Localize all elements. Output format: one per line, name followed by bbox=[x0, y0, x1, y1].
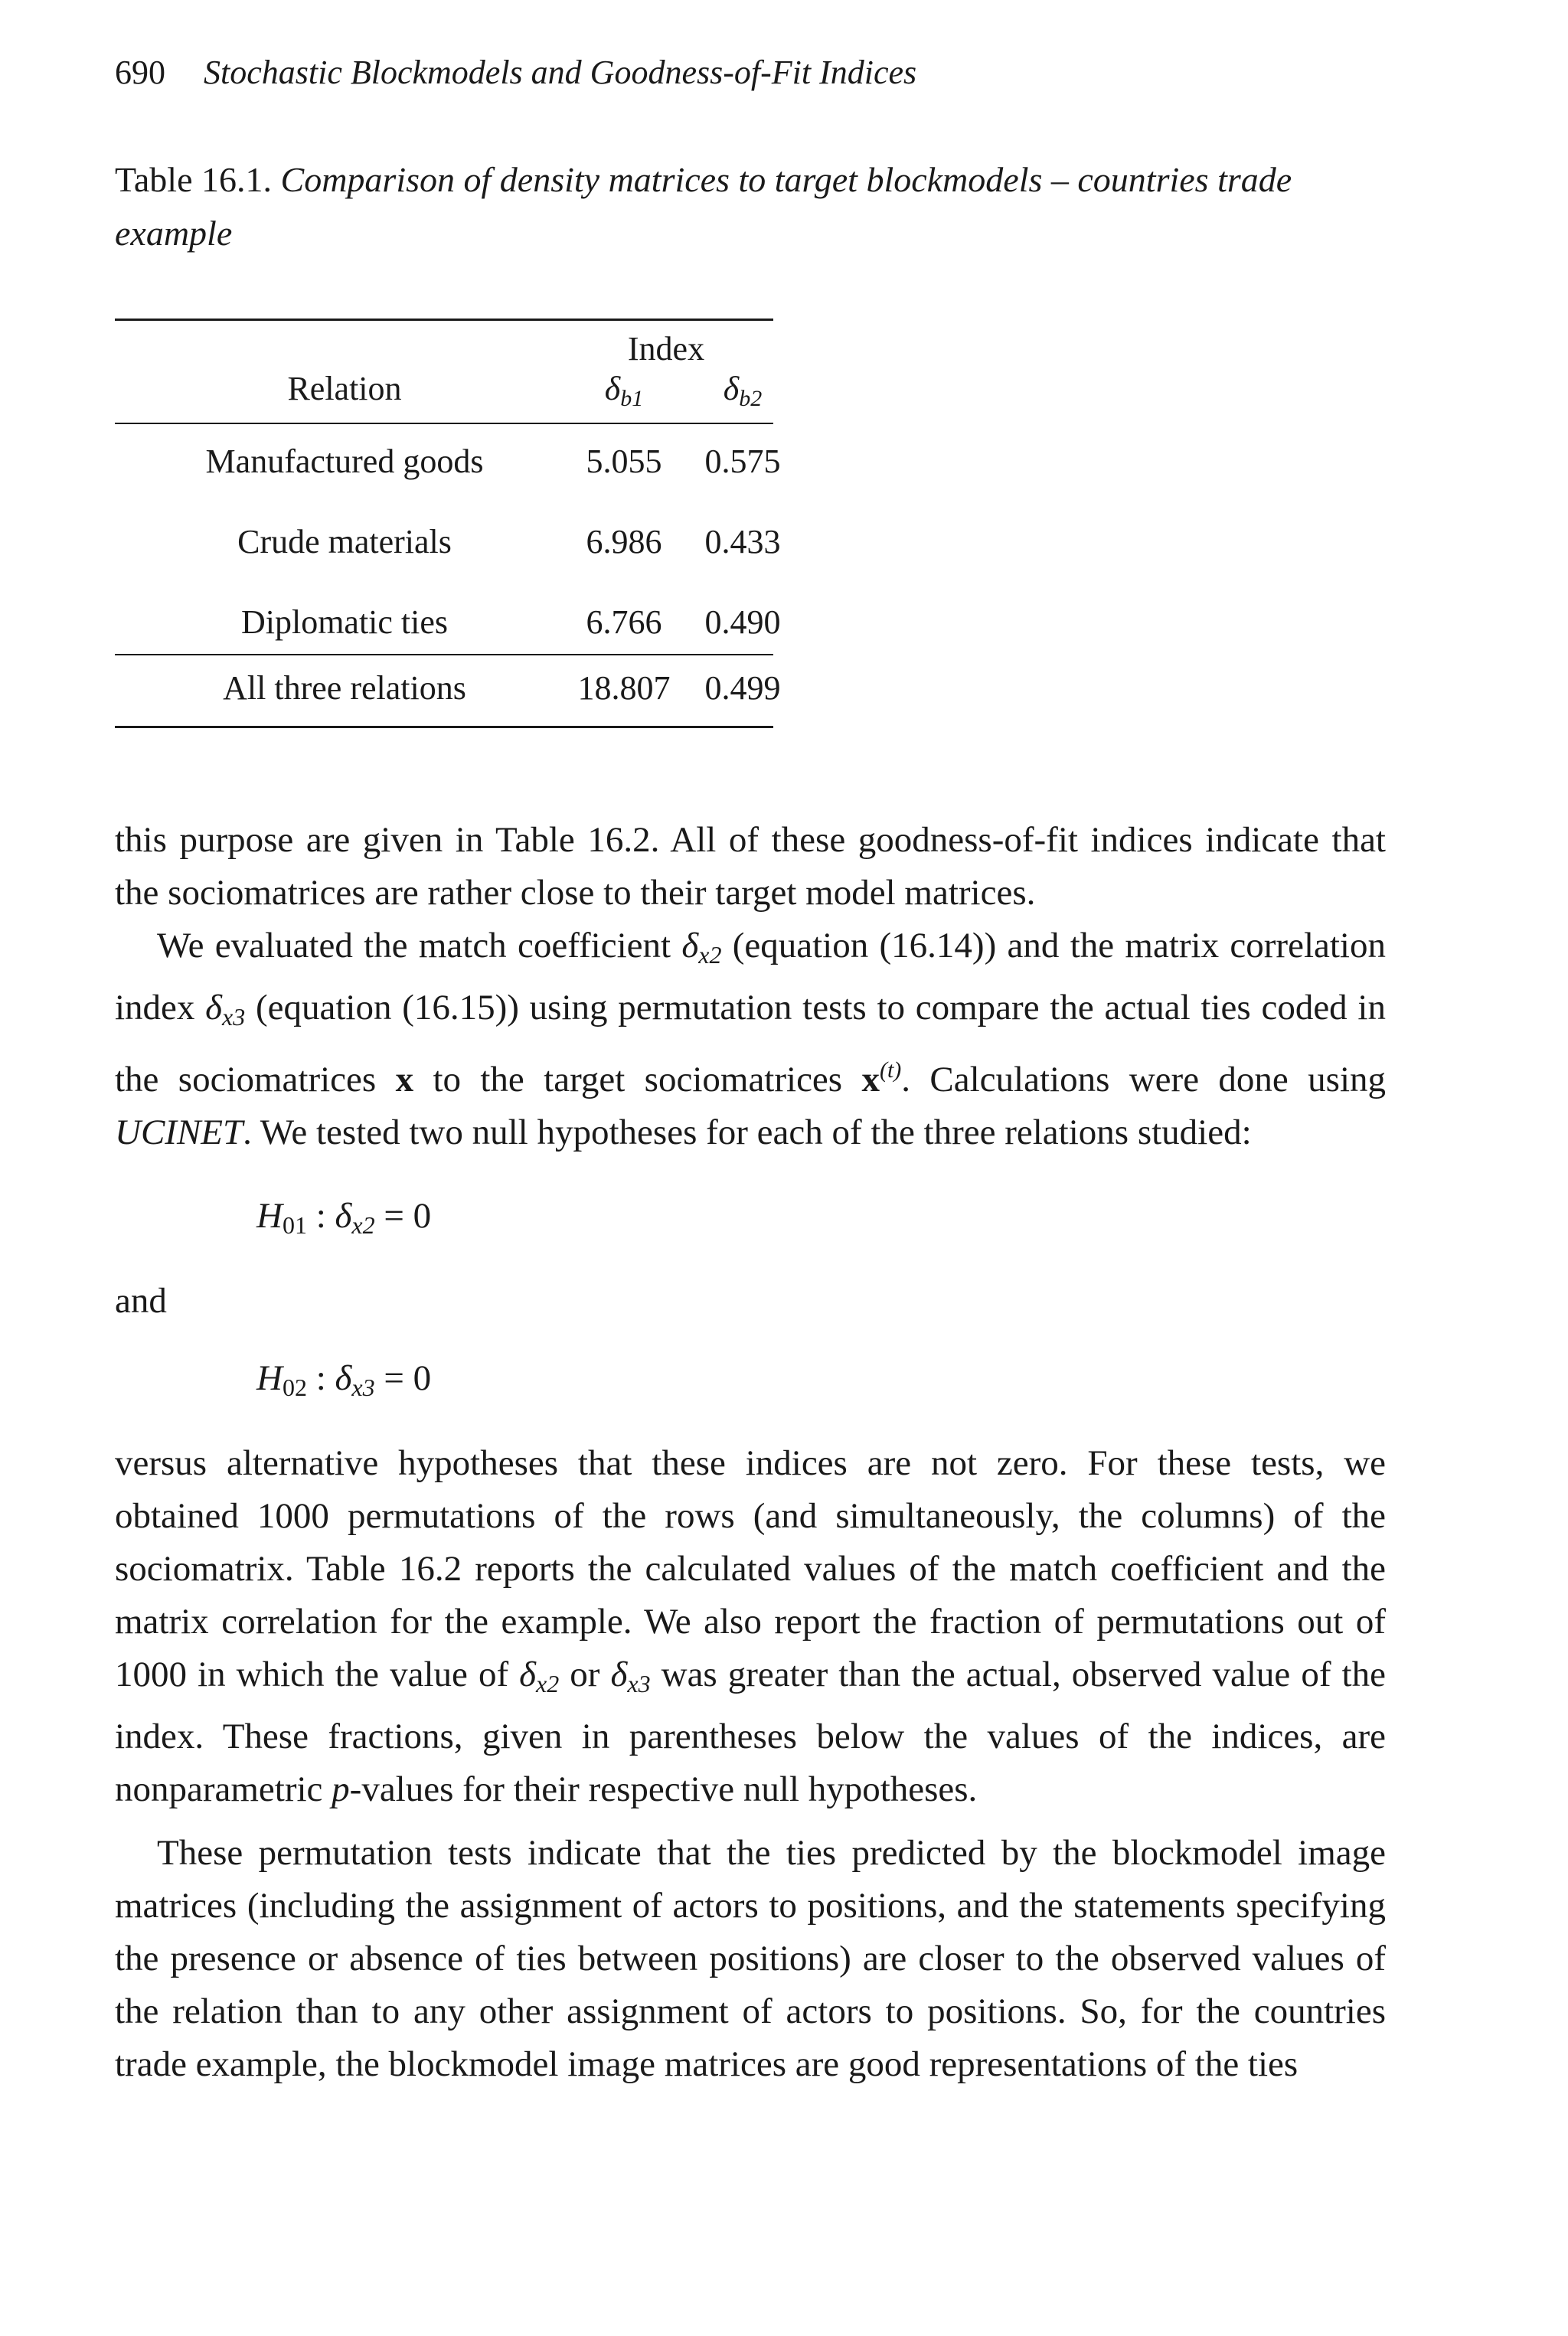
table-row-relation: Diplomatic ties bbox=[240, 603, 449, 641]
paragraph: These permutation tests indicate that the ties predicted by the blockmodel image matrices (including the assignment of actors to positions, and the statements specifying the presence or absence of ties between positions) are closer to the observed values of the relation than to any other assignment of actors to positions. So, for the countries trade example, the blockmodel image matrices are good representations of the ties bbox=[115, 1833, 1386, 2084]
math-x: x bbox=[395, 1060, 414, 1099]
table-row-relation: All three relations bbox=[223, 669, 466, 707]
column-header-delta-b2: $\delta_{b2}$ bbox=[723, 370, 763, 411]
equation-h01: $H_{01}$ : $\delta_{x2} = 0$ bbox=[256, 1196, 432, 1239]
table-total-rule bbox=[115, 654, 773, 655]
table-title: Comparison of density matrices to target blockmodels – countries trade example bbox=[115, 160, 1292, 253]
table-cell-d1: 5.055 bbox=[586, 443, 662, 480]
software-name: UCINET bbox=[115, 1112, 243, 1152]
paragraph: We evaluated the match coefficient $\delta_{x2}$ (equation (16.14)) and the matrix correlation index $\delta_{x3}$ (equation (16.15)) using permutation tests to compare the actual ties coded in the sociomatrices x to the target sociomatrices $x^{(t)}$. Calculations were done using UCINET. We tested two null hypotheses for each of the three relations studied: bbox=[115, 926, 1387, 1152]
column-header-relation: Relation bbox=[287, 370, 402, 407]
math-delta-x3: $\delta_{x3}$ bbox=[205, 988, 246, 1031]
table-cell-d1: 6.766 bbox=[586, 603, 662, 641]
math-x-t: $x^{(t)}$ bbox=[861, 1057, 902, 1099]
paragraph: this purpose are given in Table 16.2. All of these goodness-of-fit indices indicate that the sociomatrices are rather close to their target model matrices. bbox=[115, 820, 1386, 913]
table-caption bbox=[115, 153, 1416, 260]
table-cell-d2: 0.490 bbox=[704, 603, 781, 641]
running-title: Stochastic Blockmodels and Goodness-of-Fit Indices bbox=[204, 54, 917, 91]
math-p: p bbox=[332, 1769, 350, 1809]
table-cell-d2: 0.575 bbox=[704, 443, 781, 480]
table-header-rule bbox=[115, 423, 773, 424]
table-top-rule bbox=[115, 319, 773, 321]
math-delta-x2: $\delta_{x2}$ bbox=[519, 1655, 560, 1697]
table-cell-d2: 0.433 bbox=[704, 523, 781, 560]
running-head bbox=[115, 46, 916, 100]
paragraph: versus alternative hypotheses that these indices are not zero. For these tests, we obtained 1000 permutations of the rows (and simultaneously, the columns) of the sociomatrix. Table 16.2 reports the calculated values of the match coefficient and the matrix correlation for the example. We also report the fraction of permutations out of 1000 in which the value of $\delta_{x2}$ or $\delta_{x3}$ was greater than the actual, observed value of the index. These fractions, given in parentheses below the values of the indices, are nonparametric p-values for their respective null hypotheses. bbox=[115, 1443, 1386, 1809]
table-cell-d1: 6.986 bbox=[586, 523, 662, 560]
page-number: 690 bbox=[115, 54, 165, 91]
table-label: Table 16.1. bbox=[115, 160, 273, 199]
table-cell-d2: 0.499 bbox=[704, 669, 781, 707]
table-row-relation: Crude materials bbox=[237, 523, 452, 560]
table-bottom-rule bbox=[115, 726, 773, 728]
conjunction-and: and bbox=[115, 1281, 167, 1321]
column-group-header: Index bbox=[627, 330, 705, 368]
body-text bbox=[115, 814, 1386, 2091]
equation-h02: $H_{02}$ : $\delta_{x3} = 0$ bbox=[256, 1358, 432, 1401]
math-delta-x3: $\delta_{x3}$ bbox=[610, 1655, 651, 1697]
math-delta-x2: $\delta_{x2}$ bbox=[681, 926, 722, 969]
column-header-delta-b1: $\delta_{b1}$ bbox=[604, 370, 644, 411]
table-cell-d1: 18.807 bbox=[577, 669, 671, 707]
table-row-relation: Manufactured goods bbox=[205, 443, 484, 480]
